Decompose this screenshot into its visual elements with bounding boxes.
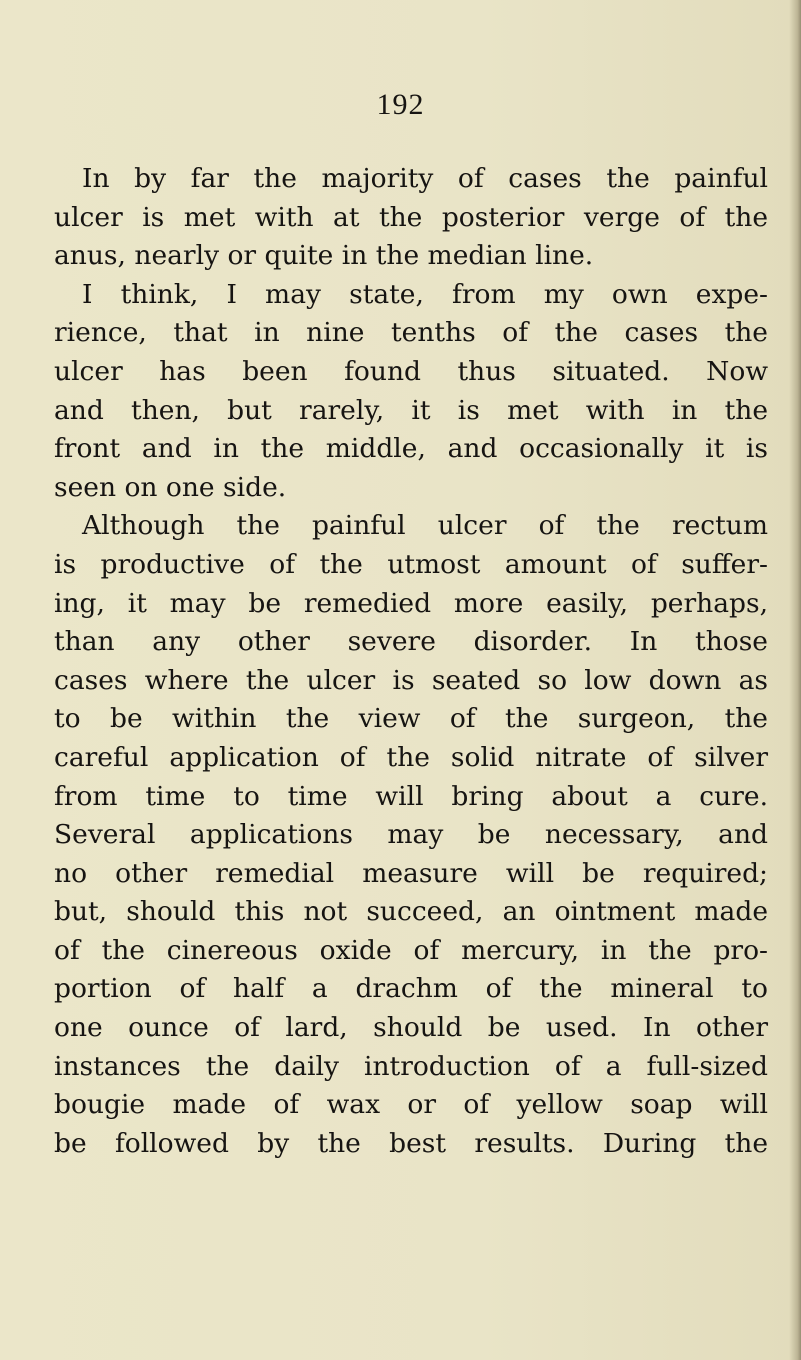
text-line: ulcer has been found thus situated. Now	[54, 355, 768, 387]
text-line: Although the painful ulcer of the rectum	[82, 510, 768, 542]
text-line: instances the daily introduction of a full-sized	[54, 1050, 768, 1082]
text-line: ing, it may be remedied more easily, perhaps,	[54, 587, 768, 619]
page-edge-shadow	[789, 0, 801, 1360]
text-line: ulcer is met with at the posterior verge of the	[54, 201, 768, 233]
text-line: seen on one side.	[54, 471, 287, 503]
text-line: no other remedial measure will be required;	[54, 857, 768, 889]
text-line: bougie made of wax or of yellow soap will	[54, 1089, 768, 1121]
text-line: from time to time will bring about a cure.	[54, 780, 768, 812]
text-line: than any other severe disorder. In those	[54, 626, 768, 658]
text-line: cases where the ulcer is seated so low down as	[54, 664, 768, 696]
text-line: and then, but rarely, it is met with in the	[54, 394, 768, 426]
text-line: rience, that in nine tenths of the cases the	[54, 317, 768, 349]
body-text	[54, 160, 768, 1163]
text-line: portion of half a drachm of the mineral to	[54, 973, 768, 1005]
text-line: Several applications may be necessary, and	[54, 819, 768, 851]
text-line: one ounce of lard, should be used. In other	[54, 1012, 768, 1044]
text-line: is productive of the utmost amount of suffer-	[54, 548, 768, 580]
text-line: to be within the view of the surgeon, the	[54, 703, 768, 735]
text-line: of the cinereous oxide of mercury, in the pro-	[54, 934, 768, 966]
text-line: anus, nearly or quite in the median line.	[54, 240, 594, 272]
text-line: careful application of the solid nitrate of silver	[54, 741, 768, 773]
text-line: front and in the middle, and occasionally it is	[54, 433, 768, 465]
text-line: be followed by the best results. During the	[54, 1127, 768, 1159]
text-line: I think, I may state, from my own expe-	[82, 278, 768, 310]
text-line: In by far the majority of cases the painful	[82, 163, 768, 194]
page-number: 192	[376, 88, 425, 121]
text-line: but, should this not succeed, an ointment made	[54, 896, 768, 928]
